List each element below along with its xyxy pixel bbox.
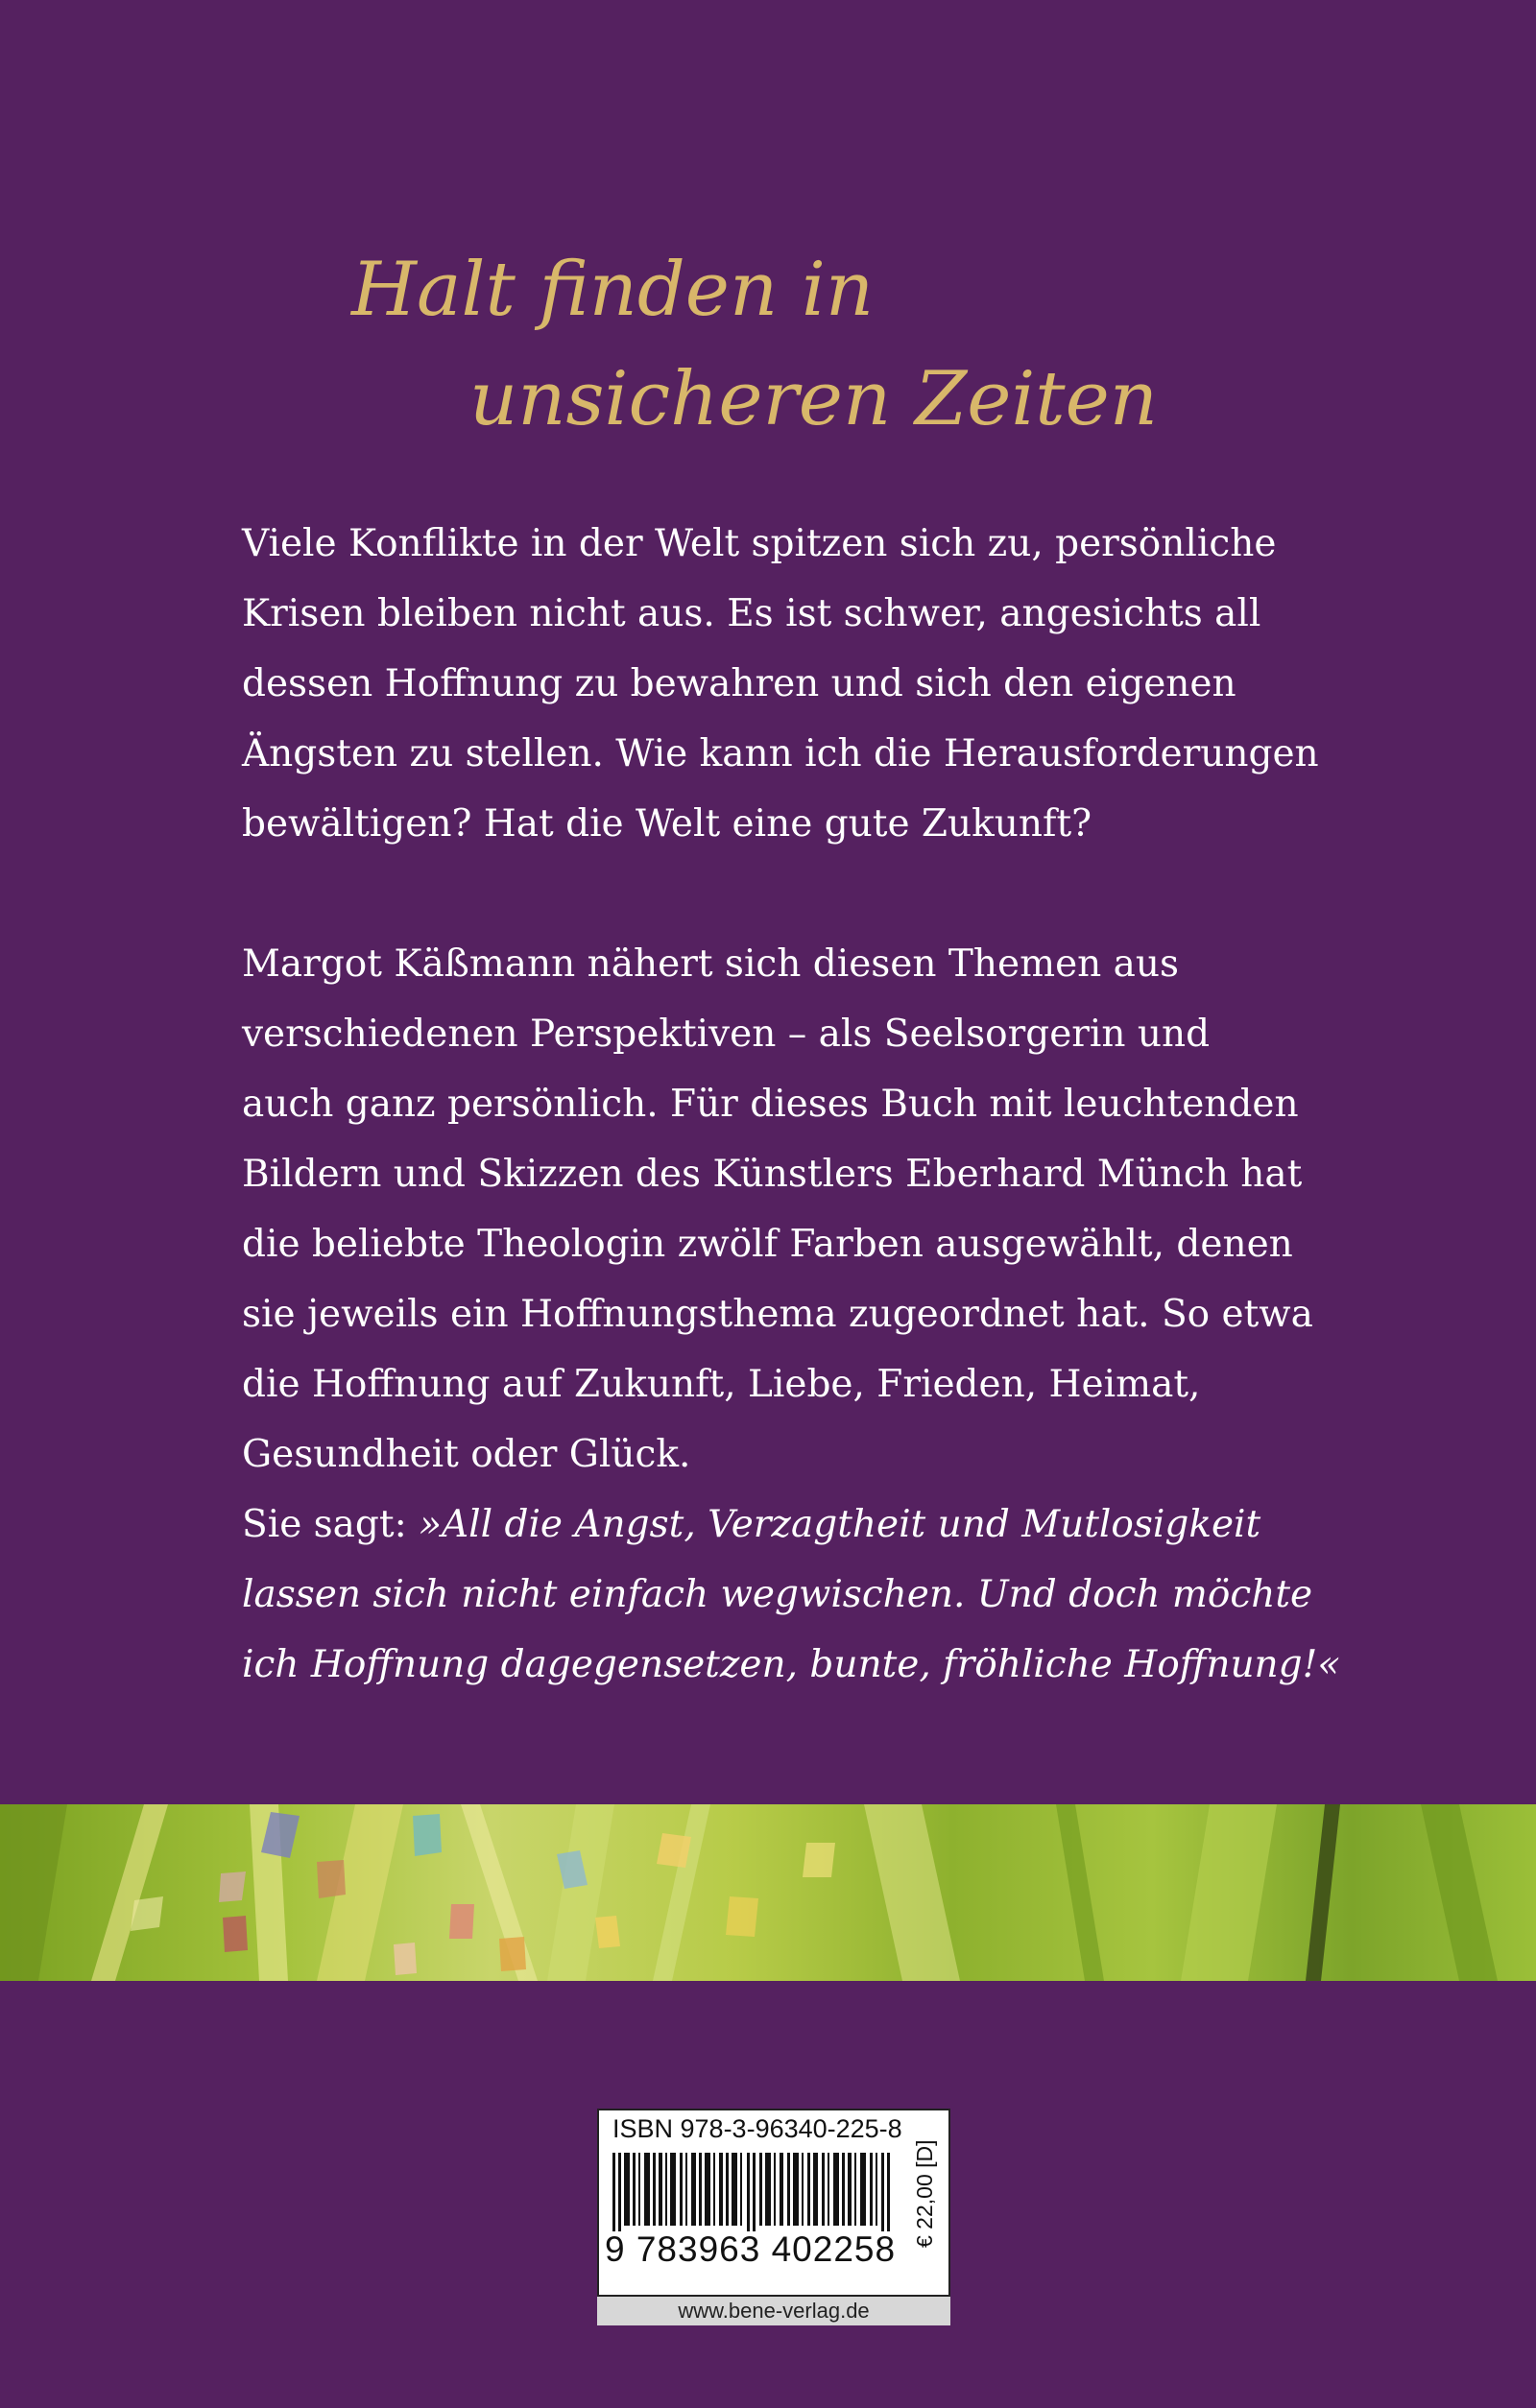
quote-text: »All die Angst, Verzagtheit und Mutlosigkeit lassen sich nicht einfach wegwischen. Und doch möchte ich Hoffnung dagegensetzen, bunte, fröhliche Hoffnung!« bbox=[242, 1503, 1341, 1686]
headline-line-2: unsicheren Zeiten bbox=[469, 356, 1159, 442]
price-label: € 22,00 [D] bbox=[912, 2139, 937, 2249]
blurb-text bbox=[242, 509, 1375, 1700]
artwork-illustration bbox=[0, 1804, 1536, 1981]
publisher-website: www.bene-verlag.de bbox=[597, 2297, 950, 2325]
headline-line-1: Halt finden in bbox=[351, 247, 875, 333]
quote-intro: Sie sagt: bbox=[242, 1503, 420, 1546]
artwork-band bbox=[0, 1804, 1536, 1981]
blurb-paragraph-1: Viele Konflikte in der Welt spitzen sich zu, persönliche Krisen bleiben nicht aus. Es ist schwer, angesichts all dessen Hoffnung zu bewahren und sich den eigenen Ängsten zu stellen. Wie kann ich die Herausforderungen bewältigen? Hat die Welt eine gute Zukunft? bbox=[242, 522, 1319, 846]
barcode-bars bbox=[612, 2153, 910, 2231]
barcode-box bbox=[597, 2109, 950, 2297]
isbn-digits: 9 783963 402258 bbox=[605, 2229, 897, 2269]
blurb-quote-paragraph bbox=[242, 1490, 1375, 1700]
headline bbox=[351, 235, 1407, 454]
isbn-label: ISBN 978-3-96340-225-8 bbox=[612, 2114, 902, 2143]
blurb-paragraph-2: Margot Käßmann nähert sich diesen Themen aus verschiedenen Perspektiven – als Seelsorgerin und auch ganz persönlich. Für dieses Buch mit leuchtenden Bildern und Skizzen des Künstlers Eberhard Münch hat die beliebte Theologin zwölf Farben ausgewählt, denen sie jeweils ein Hoffnungsthema zugeordnet hat. So etwa die Hoffnung auf Zukunft, Liebe, Frieden, Heimat, Gesundheit oder Glück. bbox=[242, 942, 1313, 1476]
